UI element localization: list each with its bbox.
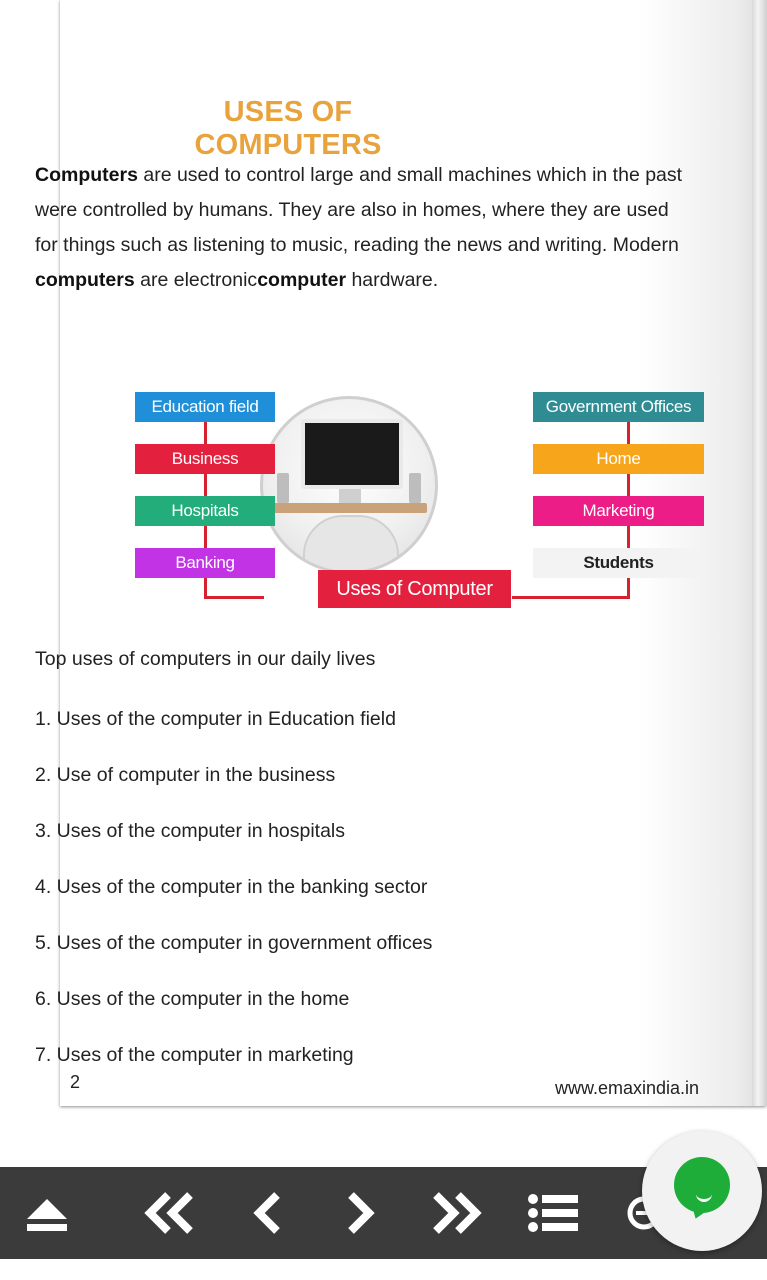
intro-bold-3: computer: [257, 269, 347, 291]
chair: [303, 515, 399, 574]
website-url: www.emaxindia.in: [555, 1078, 700, 1098]
speaker-left: [277, 473, 289, 503]
eject-icon: [25, 1193, 69, 1233]
left-connector-horizontal: [204, 596, 264, 599]
computer-image: [260, 396, 438, 574]
table-of-contents-button[interactable]: [526, 1180, 580, 1246]
list-intro: Top uses of computers in our daily lives: [35, 648, 376, 670]
intro-bold-2: computers: [35, 269, 135, 291]
box-government-offices: Government Offices: [533, 392, 704, 422]
box-education-field: Education field: [135, 392, 275, 422]
chevron-left-icon: [251, 1191, 285, 1235]
list-item: 1. Uses of the computer in Education field: [35, 708, 396, 730]
box-business: Business: [135, 444, 275, 474]
chevron-right-icon: [343, 1191, 377, 1235]
box-marketing: Marketing: [533, 496, 704, 526]
speaker-right: [409, 473, 421, 503]
list-item: 2. Use of computer in the business: [35, 764, 336, 786]
intro-paragraph: [35, 158, 685, 298]
intro-text-1: are used to control large and small machines which in the past were controlled by humans. They are also in homes, where they are used for things such as listening to music, reading the news and writing. Modern: [35, 164, 683, 256]
page-title: USES OF COMPUTERS: [194, 96, 382, 161]
double-chevron-right-icon: [430, 1191, 484, 1235]
box-banking: Banking: [135, 548, 275, 578]
page-edge: [752, 0, 767, 1106]
uses-diagram: [45, 358, 692, 618]
first-page-button[interactable]: [140, 1180, 198, 1246]
list-item: 6. Uses of the computer in the home: [35, 988, 350, 1010]
eject-button[interactable]: [22, 1180, 72, 1246]
chat-bubble-icon: [674, 1157, 730, 1213]
list-item: 3. Uses of the computer in hospitals: [35, 820, 345, 842]
intro-text-3: hardware.: [346, 269, 439, 291]
last-page-button[interactable]: [428, 1180, 486, 1246]
list-item: 7. Uses of the computer in marketing: [35, 1044, 354, 1066]
prev-page-button[interactable]: [248, 1180, 288, 1246]
box-uses-of-computer: Uses of Computer: [318, 570, 511, 608]
monitor-icon: [301, 419, 403, 489]
next-page-button[interactable]: [340, 1180, 380, 1246]
double-chevron-left-icon: [142, 1191, 196, 1235]
box-home: Home: [533, 444, 704, 474]
list-icon: [527, 1193, 579, 1233]
monitor-stand: [339, 489, 361, 503]
list-item: 5. Uses of the computer in government offices: [35, 932, 433, 954]
box-students: Students: [533, 548, 704, 578]
list-item: 4. Uses of the computer in the banking sector: [35, 876, 428, 898]
box-hospitals: Hospitals: [135, 496, 275, 526]
right-connector-horizontal: [512, 596, 630, 599]
desk: [271, 503, 427, 513]
intro-bold-1: Computers: [35, 164, 138, 186]
chat-widget-button[interactable]: [642, 1131, 762, 1251]
page-number: 2: [70, 1072, 81, 1092]
intro-text-2: are electronic: [134, 269, 258, 291]
uses-list: [35, 704, 432, 1096]
